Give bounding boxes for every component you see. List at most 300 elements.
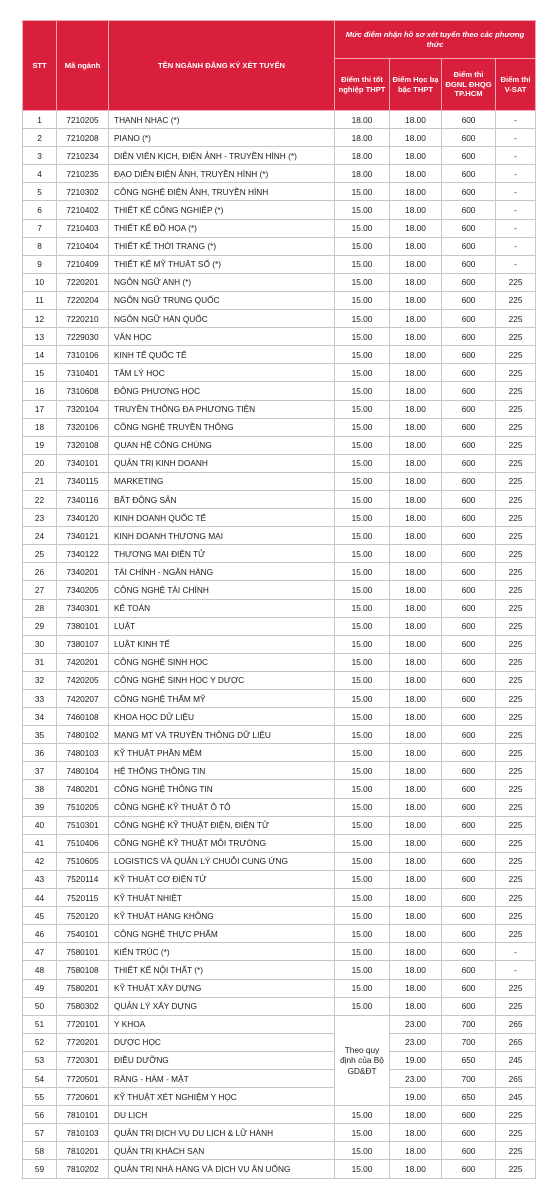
cell-thpt: 15.00 [335,509,390,527]
cell-stt: 19 [23,436,57,454]
cell-name: RĂNG - HÀM - MẶT [109,1069,335,1087]
cell-ma: 7480103 [57,744,109,762]
cell-stt: 11 [23,291,57,309]
cell-thpt: 15.00 [335,436,390,454]
cell-name: BẤT ĐỘNG SẢN [109,490,335,508]
cell-thpt: 15.00 [335,762,390,780]
cell-stt: 46 [23,925,57,943]
cell-stt: 14 [23,346,57,364]
cell-vsat: 225 [496,1142,536,1160]
cell-dgnl: 600 [442,780,496,798]
table-header [23,21,536,111]
cell-stt: 7 [23,219,57,237]
cell-thpt: 15.00 [335,943,390,961]
cell-name: QUẢN TRỊ KINH DOANH [109,454,335,472]
cell-ma: 7810103 [57,1124,109,1142]
table-row [23,545,536,563]
cell-hocba: 18.00 [390,943,442,961]
cell-ma: 7340120 [57,509,109,527]
cell-hocba: 18.00 [390,472,442,490]
cell-ma: 7540101 [57,925,109,943]
cell-stt: 30 [23,635,57,653]
cell-stt: 43 [23,870,57,888]
cell-thpt: 15.00 [335,273,390,291]
cell-name: NGÔN NGỮ ANH (*) [109,273,335,291]
cell-name: KINH DOANH QUỐC TẾ [109,509,335,527]
table-row [23,744,536,762]
cell-thpt: 15.00 [335,708,390,726]
cell-name: QUAN HỆ CÔNG CHÚNG [109,436,335,454]
cell-name: DIỄN VIÊN KỊCH, ĐIỆN ẢNH - TRUYỀN HÌNH (*) [109,147,335,165]
cell-hocba: 18.00 [390,1106,442,1124]
cell-thpt: 15.00 [335,1124,390,1142]
cell-hocba: 19.00 [390,1088,442,1106]
cell-stt: 32 [23,671,57,689]
cell-name: CÔNG NGHỆ THÔNG TIN [109,780,335,798]
cell-vsat: - [496,129,536,147]
cell-stt: 33 [23,690,57,708]
cell-name: CÔNG NGHỆ SINH HỌC Y DƯỢC [109,671,335,689]
cell-name: CÔNG NGHỆ ĐIỆN ẢNH, TRUYỀN HÌNH [109,183,335,201]
cell-name: KINH DOANH THƯƠNG MẠI [109,527,335,545]
cell-name: ĐẠO DIỄN ĐIỆN ẢNH, TRUYỀN HÌNH (*) [109,165,335,183]
cell-ma: 7340301 [57,599,109,617]
cell-vsat: 225 [496,726,536,744]
table-row [23,997,536,1015]
cell-vsat: 225 [496,509,536,527]
cell-dgnl: 650 [442,1051,496,1069]
cell-dgnl: 700 [442,1069,496,1087]
cell-stt: 5 [23,183,57,201]
table-row [23,1088,536,1106]
cell-stt: 45 [23,907,57,925]
cell-vsat: - [496,219,536,237]
cell-vsat: - [496,943,536,961]
table-row [23,1033,536,1051]
cell-stt: 9 [23,255,57,273]
cell-name: THIẾT KẾ NỘI THẤT (*) [109,961,335,979]
cell-ma: 7210208 [57,129,109,147]
table-row [23,436,536,454]
cell-ma: 7520120 [57,907,109,925]
cell-hocba: 18.00 [390,111,442,129]
cell-name: KỸ THUẬT PHẦN MỀM [109,744,335,762]
cell-dgnl: 600 [442,165,496,183]
cell-ma: 7310106 [57,346,109,364]
cell-ma: 7340122 [57,545,109,563]
cell-ma: 7340205 [57,581,109,599]
cell-ma: 7580302 [57,997,109,1015]
cell-hocba: 18.00 [390,852,442,870]
table-row [23,798,536,816]
cell-hocba: 18.00 [390,653,442,671]
admission-score-table [22,20,536,1179]
cell-dgnl: 600 [442,943,496,961]
cell-vsat: 225 [496,653,536,671]
header-stt: STT [23,21,57,111]
cell-dgnl: 600 [442,183,496,201]
admission-table-container [22,20,535,1179]
cell-dgnl: 600 [442,581,496,599]
cell-thpt: 15.00 [335,671,390,689]
table-row [23,599,536,617]
cell-dgnl: 600 [442,744,496,762]
cell-stt: 56 [23,1106,57,1124]
cell-thpt: 15.00 [335,870,390,888]
cell-name: ĐIỀU DƯỠNG [109,1051,335,1069]
cell-hocba: 18.00 [390,201,442,219]
table-row [23,870,536,888]
cell-vsat: 225 [496,364,536,382]
cell-dgnl: 600 [442,852,496,870]
table-row [23,1106,536,1124]
cell-dgnl: 600 [442,255,496,273]
cell-ma: 7220210 [57,310,109,328]
table-row [23,1051,536,1069]
cell-ma: 7320106 [57,418,109,436]
cell-vsat: 225 [496,762,536,780]
cell-name: THIẾT KẾ ĐỒ HỌA (*) [109,219,335,237]
cell-stt: 3 [23,147,57,165]
cell-name: MARKETING [109,472,335,490]
cell-hocba: 18.00 [390,889,442,907]
cell-hocba: 18.00 [390,328,442,346]
cell-thpt: 15.00 [335,418,390,436]
header-ten-nganh: TÊN NGÀNH ĐĂNG KÝ XÉT TUYỂN [109,21,335,111]
cell-vsat: 225 [496,671,536,689]
cell-thpt: 15.00 [335,237,390,255]
table-row [23,382,536,400]
table-row [23,472,536,490]
cell-vsat: 225 [496,563,536,581]
cell-thpt: 15.00 [335,490,390,508]
cell-dgnl: 600 [442,382,496,400]
cell-ma: 7480102 [57,726,109,744]
table-row [23,563,536,581]
cell-stt: 29 [23,617,57,635]
cell-thpt: 18.00 [335,129,390,147]
cell-name: PIANO (*) [109,129,335,147]
cell-thpt: 15.00 [335,581,390,599]
cell-name: HỆ THỐNG THÔNG TIN [109,762,335,780]
table-row [23,581,536,599]
table-row [23,708,536,726]
cell-hocba: 18.00 [390,726,442,744]
cell-hocba: 18.00 [390,545,442,563]
cell-ma: 7380101 [57,617,109,635]
cell-ma: 7720501 [57,1069,109,1087]
cell-hocba: 18.00 [390,690,442,708]
cell-ma: 7220204 [57,291,109,309]
cell-stt: 6 [23,201,57,219]
cell-name: KHOA HỌC DỮ LIỆU [109,708,335,726]
table-row [23,943,536,961]
cell-thpt: 15.00 [335,454,390,472]
cell-hocba: 18.00 [390,382,442,400]
cell-ma: 7720101 [57,1015,109,1033]
table-row [23,816,536,834]
cell-stt: 16 [23,382,57,400]
cell-name: KIẾN TRÚC (*) [109,943,335,961]
cell-stt: 1 [23,111,57,129]
cell-dgnl: 600 [442,1106,496,1124]
table-row [23,147,536,165]
cell-dgnl: 600 [442,635,496,653]
table-row [23,1069,536,1087]
cell-hocba: 18.00 [390,219,442,237]
cell-dgnl: 600 [442,997,496,1015]
cell-thpt: 15.00 [335,1142,390,1160]
cell-dgnl: 600 [442,472,496,490]
table-row [23,310,536,328]
cell-dgnl: 600 [442,726,496,744]
cell-thpt: 15.00 [335,400,390,418]
cell-thpt: 18.00 [335,165,390,183]
cell-dgnl: 600 [442,418,496,436]
table-row [23,237,536,255]
cell-stt: 21 [23,472,57,490]
cell-vsat: 225 [496,780,536,798]
cell-vsat: - [496,237,536,255]
cell-hocba: 18.00 [390,617,442,635]
cell-vsat: 225 [496,599,536,617]
cell-hocba: 18.00 [390,780,442,798]
cell-vsat: 245 [496,1088,536,1106]
cell-vsat: 225 [496,291,536,309]
cell-ma: 7720201 [57,1033,109,1051]
table-row [23,219,536,237]
table-row [23,1160,536,1178]
cell-dgnl: 600 [442,219,496,237]
cell-name: THIẾT KẾ CÔNG NGHIỆP (*) [109,201,335,219]
cell-dgnl: 600 [442,870,496,888]
cell-vsat: 265 [496,1069,536,1087]
cell-hocba: 18.00 [390,563,442,581]
cell-hocba: 18.00 [390,635,442,653]
table-row [23,671,536,689]
cell-hocba: 18.00 [390,816,442,834]
cell-thpt: 15.00 [335,617,390,635]
cell-dgnl: 600 [442,291,496,309]
cell-stt: 48 [23,961,57,979]
cell-vsat: 225 [496,870,536,888]
cell-name: KỸ THUẬT XÉT NGHIỆM Y HỌC [109,1088,335,1106]
cell-vsat: - [496,147,536,165]
cell-vsat: 225 [496,1160,536,1178]
cell-vsat: 225 [496,273,536,291]
cell-ma: 7340115 [57,472,109,490]
cell-vsat: 225 [496,472,536,490]
cell-ma: 7520115 [57,889,109,907]
cell-ma: 7320108 [57,436,109,454]
cell-stt: 12 [23,310,57,328]
cell-name: NGÔN NGỮ HÀN QUỐC [109,310,335,328]
cell-stt: 58 [23,1142,57,1160]
cell-name: DU LỊCH [109,1106,335,1124]
cell-hocba: 18.00 [390,255,442,273]
cell-vsat: 225 [496,436,536,454]
cell-dgnl: 600 [442,436,496,454]
cell-ma: 7210403 [57,219,109,237]
cell-vsat: 225 [496,310,536,328]
cell-vsat: 225 [496,889,536,907]
cell-hocba: 18.00 [390,490,442,508]
cell-hocba: 18.00 [390,961,442,979]
cell-hocba: 18.00 [390,907,442,925]
header-ma-nganh: Mã ngành [57,21,109,111]
cell-dgnl: 600 [442,653,496,671]
cell-hocba: 18.00 [390,273,442,291]
cell-ma: 7420201 [57,653,109,671]
cell-dgnl: 600 [442,617,496,635]
cell-name: QUẢN TRỊ DỊCH VỤ DU LỊCH & LỮ HÀNH [109,1124,335,1142]
cell-vsat: 225 [496,346,536,364]
cell-hocba: 18.00 [390,1160,442,1178]
cell-thpt: 15.00 [335,219,390,237]
cell-dgnl: 600 [442,563,496,581]
cell-dgnl: 600 [442,328,496,346]
cell-stt: 17 [23,400,57,418]
cell-name: ĐÔNG PHƯƠNG HỌC [109,382,335,400]
cell-vsat: 225 [496,490,536,508]
cell-thpt: 15.00 [335,925,390,943]
table-row [23,527,536,545]
cell-stt: 52 [23,1033,57,1051]
cell-ma: 7480201 [57,780,109,798]
cell-ma: 7340101 [57,454,109,472]
cell-name: KINH TẾ QUỐC TẾ [109,346,335,364]
cell-hocba: 18.00 [390,183,442,201]
cell-hocba: 18.00 [390,509,442,527]
cell-dgnl: 600 [442,273,496,291]
cell-stt: 40 [23,816,57,834]
cell-ma: 7510301 [57,816,109,834]
cell-name: CÔNG NGHỆ TRUYỀN THÔNG [109,418,335,436]
cell-name: LOGISTICS VÀ QUẢN LÝ CHUỖI CUNG ỨNG [109,852,335,870]
cell-stt: 57 [23,1124,57,1142]
table-row [23,346,536,364]
cell-vsat: 225 [496,635,536,653]
cell-ma: 7210404 [57,237,109,255]
cell-thpt: 15.00 [335,291,390,309]
cell-thpt: 18.00 [335,147,390,165]
table-row [23,165,536,183]
table-row [23,834,536,852]
table-row [23,418,536,436]
cell-name: KẾ TOÁN [109,599,335,617]
table-row [23,979,536,997]
header-dgnl: Điểm thi ĐGNL ĐHQG TP.HCM [442,59,496,111]
cell-name: KỸ THUẬT NHIỆT [109,889,335,907]
cell-vsat: 245 [496,1051,536,1069]
cell-hocba: 19.00 [390,1051,442,1069]
cell-thpt: 15.00 [335,545,390,563]
cell-stt: 24 [23,527,57,545]
cell-name: CÔNG NGHỆ THẨM MỸ [109,690,335,708]
cell-ma: 7460108 [57,708,109,726]
cell-thpt: 15.00 [335,1160,390,1178]
table-row [23,201,536,219]
table-row [23,653,536,671]
cell-vsat: 225 [496,328,536,346]
cell-stt: 22 [23,490,57,508]
cell-thpt: 15.00 [335,744,390,762]
cell-ma: 7380107 [57,635,109,653]
cell-dgnl: 600 [442,1124,496,1142]
cell-name: CÔNG NGHỆ SINH HỌC [109,653,335,671]
cell-ma: 7310401 [57,364,109,382]
cell-thpt: 15.00 [335,563,390,581]
table-row [23,1142,536,1160]
cell-vsat: - [496,201,536,219]
cell-dgnl: 600 [442,816,496,834]
cell-thpt-merged-note: Theo quy định của Bộ GD&ĐT [335,1015,390,1105]
cell-name: TRUYỀN THÔNG ĐA PHƯƠNG TIỆN [109,400,335,418]
cell-hocba: 23.00 [390,1069,442,1087]
table-row [23,780,536,798]
cell-thpt: 18.00 [335,111,390,129]
cell-stt: 49 [23,979,57,997]
cell-hocba: 18.00 [390,979,442,997]
cell-hocba: 23.00 [390,1015,442,1033]
cell-ma: 7720601 [57,1088,109,1106]
cell-dgnl: 650 [442,1088,496,1106]
table-row [23,291,536,309]
cell-stt: 38 [23,780,57,798]
cell-thpt: 15.00 [335,907,390,925]
cell-dgnl: 600 [442,889,496,907]
cell-vsat: 225 [496,744,536,762]
header-hocba: Điểm Học bạ bậc THPT [390,59,442,111]
cell-vsat: 225 [496,581,536,599]
cell-thpt: 15.00 [335,726,390,744]
cell-dgnl: 700 [442,1033,496,1051]
cell-name: MẠNG MT VÀ TRUYỀN THÔNG DỮ LIỆU [109,726,335,744]
cell-name: VĂN HỌC [109,328,335,346]
cell-dgnl: 600 [442,1142,496,1160]
cell-thpt: 15.00 [335,310,390,328]
cell-vsat: 225 [496,816,536,834]
cell-ma: 7720301 [57,1051,109,1069]
cell-vsat: 225 [496,382,536,400]
cell-vsat: 225 [496,852,536,870]
table-row [23,400,536,418]
cell-stt: 13 [23,328,57,346]
cell-thpt: 15.00 [335,472,390,490]
cell-stt: 34 [23,708,57,726]
cell-thpt: 15.00 [335,834,390,852]
cell-thpt: 15.00 [335,382,390,400]
cell-stt: 59 [23,1160,57,1178]
cell-vsat: - [496,165,536,183]
cell-dgnl: 600 [442,1160,496,1178]
cell-vsat: - [496,255,536,273]
cell-ma: 7420205 [57,671,109,689]
cell-ma: 7580201 [57,979,109,997]
cell-stt: 31 [23,653,57,671]
cell-ma: 7210234 [57,147,109,165]
cell-hocba: 18.00 [390,599,442,617]
cell-name: THIẾT KẾ MỸ THUẬT SỐ (*) [109,255,335,273]
cell-thpt: 15.00 [335,979,390,997]
cell-stt: 37 [23,762,57,780]
cell-thpt: 15.00 [335,653,390,671]
cell-name: TÂM LÝ HỌC [109,364,335,382]
cell-hocba: 23.00 [390,1033,442,1051]
cell-hocba: 18.00 [390,798,442,816]
cell-ma: 7510605 [57,852,109,870]
cell-dgnl: 600 [442,147,496,165]
